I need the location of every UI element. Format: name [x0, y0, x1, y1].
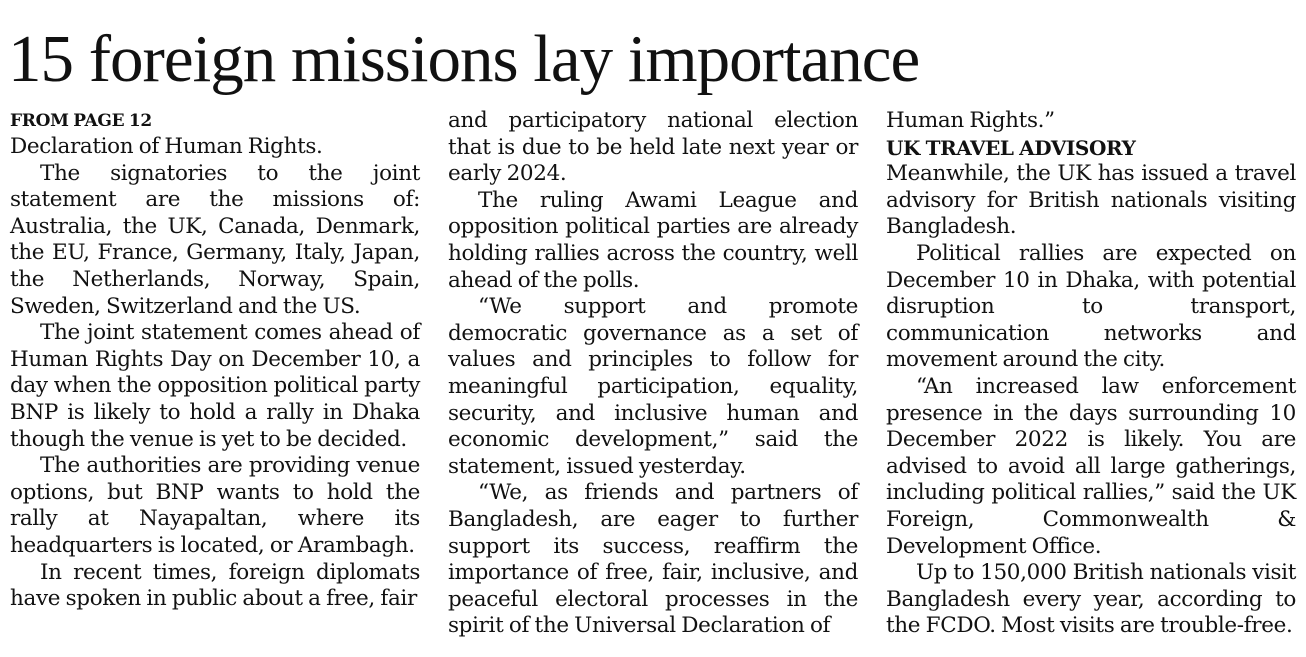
- article-column-2: [448, 108, 858, 640]
- paragraph: Meanwhile, the UK has issued a travel advisory for British nationals visiting Bangladesh.: [886, 161, 1296, 240]
- paragraph: Declaration of Human Rights.: [10, 134, 323, 159]
- paragraph: “An increased law enforcement presence in the days surrounding 10 December 2022 is likely. You are advised to avoid all large gatherings, including political rallies,” said the UK Foreign, Commonwealth & Development Office.: [886, 373, 1296, 559]
- paragraph: and participatory national election that is due to be held late next year or early 2024.: [448, 108, 858, 187]
- paragraph: The ruling Awami League and opposition political parties are already holding rallies across the country, well ahead of the polls.: [448, 187, 858, 293]
- jump-line: FROM PAGE 12: [10, 111, 152, 131]
- paragraph: Up to 150,000 British nationals visit Bangladesh every year, according to the FCDO. Most visits are trouble-free.: [886, 560, 1296, 639]
- article-column-1: [10, 108, 420, 613]
- article-column-3: [886, 108, 1296, 640]
- paragraph: “We support and promote democratic governance as a set of values and principles to follow for meaningful participation, equality, security, and inclusive human and economic development,” said the statement, issued yesterday.: [448, 294, 858, 479]
- paragraph: Political rallies are expected on December 10 in Dhaka, with potential disruption to transport, communication networks and movement around the city.: [886, 240, 1296, 373]
- paragraph: Human Rights.”: [886, 108, 1055, 133]
- headline: 15 foreign missions lay importance: [8, 22, 920, 96]
- paragraph: The joint statement comes ahead of Human Rights Day on December 10, a day when the opposition political party BNP is likely to hold a rally in Dhaka though the venue is yet to be decided.: [10, 320, 420, 452]
- paragraph: The authorities are providing venue options, but BNP wants to hold the rally at Nayapaltan, where its headquarters is located, or Arambagh.: [10, 453, 420, 558]
- paragraph: “We, as friends and partners of Bangladesh, are eager to further support its success, reaffirm the importance of free, fair, inclusive, and peaceful electoral processes in the spirit of the Universal Declaration of: [448, 480, 858, 639]
- paragraph: In recent times, foreign diplomats have spoken in public about a free, fair: [10, 559, 420, 612]
- subheading: UK TRAVEL ADVISORY: [886, 135, 1136, 160]
- paragraph: The signatories to the joint statement are the missions of: Australia, the UK, Canada, Denmark, the EU, France, Germany, Italy, Japan, the Netherlands, Norway, Spain, Sweden, Switzerland and the US.: [10, 160, 420, 319]
